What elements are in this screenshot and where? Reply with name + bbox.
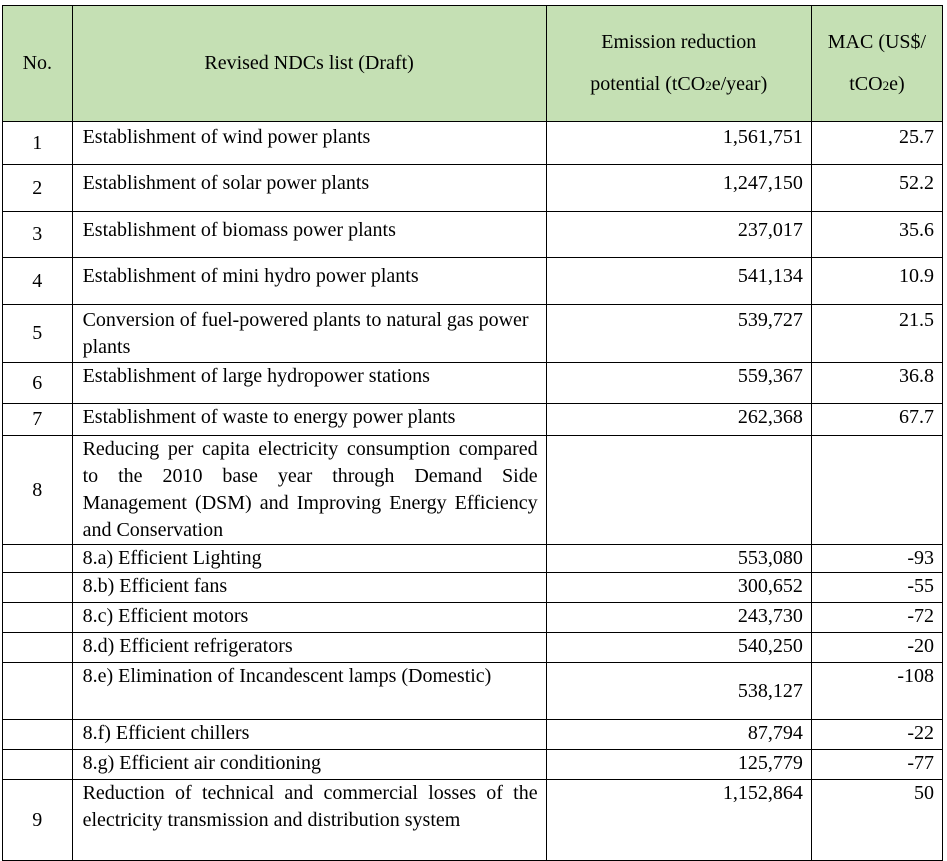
row-number [3,573,73,603]
row-measure: 8.c) Efficient motors [72,603,546,633]
row-mac: 10.9 [811,258,942,305]
table-row [3,720,943,750]
row-measure: Establishment of biomass power plants [72,212,546,258]
row-potential: 300,652 [546,573,811,603]
row-mac: -22 [811,720,942,750]
row-measure: 8.e) Elimination of Incandescent lamps (Domestic) [72,663,546,720]
table-row [3,750,943,780]
row-mac: 36.8 [811,363,942,404]
header-mac-line1: MAC (US$/ [827,30,927,53]
table-row [3,436,943,545]
row-measure: 8.a) Efficient Lighting [72,545,546,573]
row-measure: Establishment of waste to energy power plants [72,404,546,436]
header-potential [546,6,811,122]
ndc-table [2,5,943,861]
table-row [3,305,943,363]
row-potential: 262,368 [546,404,811,436]
row-measure: Establishment of wind power plants [72,122,546,165]
row-potential: 87,794 [546,720,811,750]
row-mac: -108 [811,663,942,720]
row-potential: 539,727 [546,305,811,363]
header-potential-line2: potential (tCO2e/year) [590,72,768,95]
row-mac: -55 [811,573,942,603]
row-potential: 540,250 [546,633,811,663]
row-number: 4 [3,258,73,305]
row-number: 3 [3,212,73,258]
row-number [3,720,73,750]
row-number: 8 [3,436,73,545]
table-row [3,404,943,436]
row-number: 9 [3,780,73,861]
row-number [3,750,73,780]
row-measure: Reducing per capita electricity consumption compared to the 2010 base year through Demand Side Management (DSM) and Improving Energy Efficiency and Conservation [72,436,546,545]
row-number [3,603,73,633]
header-potential-line1: Emission reduction [601,30,757,53]
row-mac: 52.2 [811,165,942,212]
row-measure: Establishment of solar power plants [72,165,546,212]
row-mac: 25.7 [811,122,942,165]
row-measure: 8.d) Efficient refrigerators [72,633,546,663]
table-row [3,603,943,633]
row-measure: 8.b) Efficient fans [72,573,546,603]
row-measure: 8.f) Efficient chillers [72,720,546,750]
table-row [3,545,943,573]
row-potential: 559,367 [546,363,811,404]
table-row [3,663,943,720]
row-measure: Conversion of fuel-powered plants to natural gas power plants [72,305,546,363]
header-no: No. [3,6,73,122]
row-mac: 21.5 [811,305,942,363]
table-row [3,165,943,212]
row-number: 2 [3,165,73,212]
row-mac: 35.6 [811,212,942,258]
row-number: 1 [3,122,73,165]
table-row [3,363,943,404]
row-potential: 237,017 [546,212,811,258]
row-number: 6 [3,363,73,404]
row-mac: 50 [811,780,942,861]
row-measure: Establishment of mini hydro power plants [72,258,546,305]
row-potential: 1,561,751 [546,122,811,165]
table-row [3,780,943,861]
row-mac: -93 [811,545,942,573]
row-potential: 1,152,864 [546,780,811,861]
row-potential: 541,134 [546,258,811,305]
row-measure: 8.g) Efficient air conditioning [72,750,546,780]
table-row [3,633,943,663]
row-mac: -72 [811,603,942,633]
row-number: 5 [3,305,73,363]
row-measure: Reduction of technical and commercial losses of the electricity transmission and distribution system [72,780,546,861]
row-measure: Establishment of large hydropower stations [72,363,546,404]
row-number [3,663,73,720]
row-mac: -20 [811,633,942,663]
row-mac: 67.7 [811,404,942,436]
row-number: 7 [3,404,73,436]
header-name: Revised NDCs list (Draft) [72,6,546,122]
header-mac-line2: tCO2e) [849,72,905,95]
row-potential: 125,779 [546,750,811,780]
table-row [3,122,943,165]
row-potential: 243,730 [546,603,811,633]
table-row [3,258,943,305]
table-row [3,212,943,258]
row-mac: -77 [811,750,942,780]
row-potential: 553,080 [546,545,811,573]
row-potential [546,436,811,545]
header-mac [811,6,942,122]
row-number [3,545,73,573]
row-potential: 538,127 [546,663,811,720]
table-header-row [3,6,943,122]
table-row [3,573,943,603]
row-number [3,633,73,663]
row-potential: 1,247,150 [546,165,811,212]
row-mac [811,436,942,545]
